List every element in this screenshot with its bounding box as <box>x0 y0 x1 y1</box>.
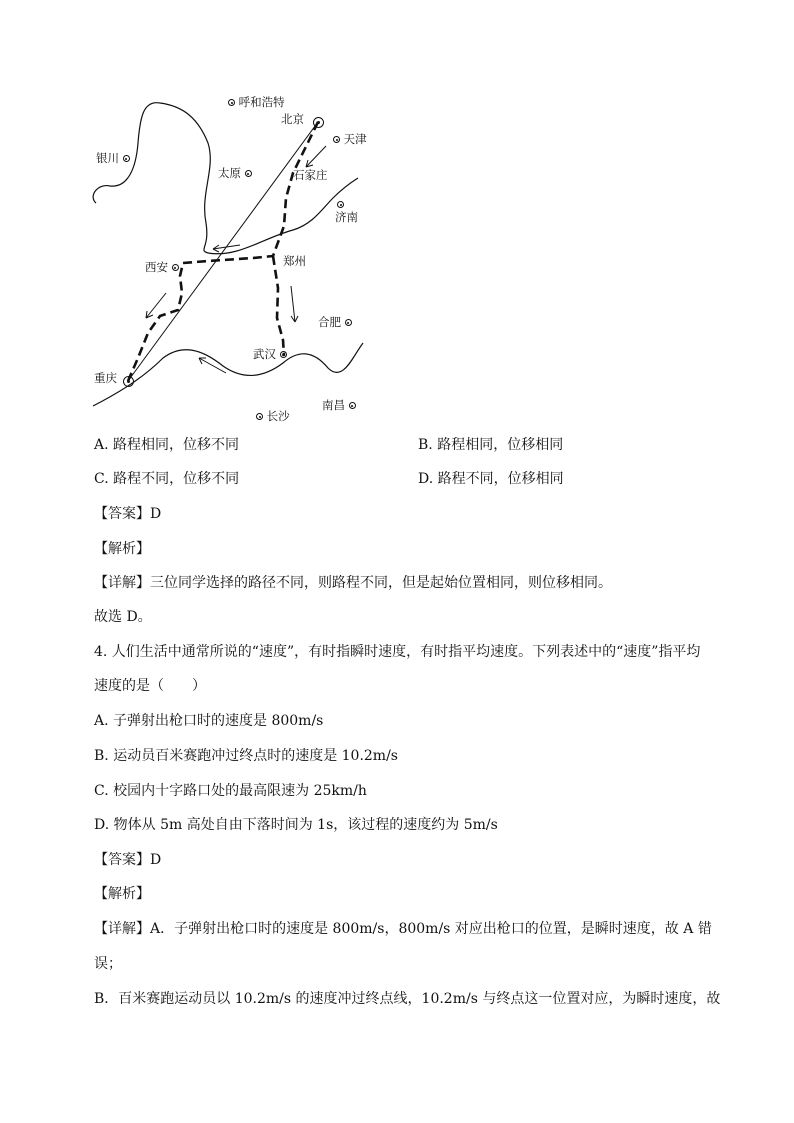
capital-marker-icon <box>123 376 134 387</box>
city-marker-icon <box>228 99 235 106</box>
city-zhengzhou: 郑州 <box>283 254 306 268</box>
q3-option-a: A. 路程相同，位移不同 <box>94 437 240 453</box>
city-taiyuan: 太原 <box>218 167 252 180</box>
q4-detail-a-line1: 【详解】A．子弹射出枪口时的速度是 800m/s，800m/s 对应出枪口的位置，是瞬时速度，故 A 错 <box>94 921 712 937</box>
city-marker-icon <box>280 351 287 358</box>
city-xian: 西安 <box>145 261 179 274</box>
city-changsha: 长沙 <box>256 410 290 423</box>
q4-option-d: D. 物体从 5m 高处自由下落时间为 1s，该过程的速度约为 5m/s <box>94 817 498 833</box>
city-hohhot: 呼和浩特 <box>228 96 285 109</box>
q4-stem-line2: 速度的是（ ） <box>94 678 206 694</box>
q4-stem-line1: 4. 人们生活中通常所说的“速度”，有时指瞬时速度，有时指平均速度。下列表述中的“速度”指平均 <box>94 644 701 660</box>
city-marker-icon <box>349 402 356 409</box>
boundary-curve <box>93 103 210 253</box>
route-map <box>88 88 388 423</box>
q3-analysis-label: 【解析】 <box>94 541 150 557</box>
city-marker-icon <box>345 319 352 326</box>
city-yinchuan: 银川 <box>96 152 130 165</box>
dashed-route-south <box>273 256 284 356</box>
q3-option-c: C. 路程不同，位移不同 <box>94 471 240 487</box>
q4-detail-b-line1: B．百米赛跑运动员以 10.2m/s 的速度冲过终点线，10.2m/s 与终点这一位置对应，为瞬时速度，故 <box>94 991 721 1007</box>
q4-option-b: B. 运动员百米赛跑冲过终点时的速度是 10.2m/s <box>94 748 398 764</box>
q3-option-d: D. 路程不同，位移相同 <box>418 471 564 487</box>
q3-answer: 【答案】D <box>94 506 162 522</box>
city-nanchang: 南昌 <box>322 399 356 412</box>
q4-answer: 【答案】D <box>94 852 162 868</box>
capital-marker-icon <box>313 117 324 128</box>
q3-detail: 【详解】三位同学选择的路径不同，则路程不同，但是起始位置相同，则位移相同。 <box>94 575 612 591</box>
arrow-1 <box>306 146 326 167</box>
q4-option-c: C. 校园内十字路口处的最高限速为 25km/h <box>94 783 367 799</box>
city-chongqing: 重庆 <box>94 371 117 385</box>
q3-conclusion: 故选 D。 <box>94 609 152 625</box>
city-hefei: 合肥 <box>318 316 352 329</box>
q4-analysis-label: 【解析】 <box>94 886 150 902</box>
city-jinan: 济南 <box>335 198 358 224</box>
city-marker-icon <box>256 413 263 420</box>
city-marker-icon <box>337 201 344 208</box>
city-marker-icon <box>333 136 340 143</box>
city-marker-icon <box>123 155 130 162</box>
q4-detail-a-line2: 误； <box>94 956 122 972</box>
city-tianjin: 天津 <box>333 133 367 146</box>
yangtze-river-curve <box>93 343 363 406</box>
city-shijiazhuang: 石家庄 <box>293 168 328 182</box>
straight-route-line <box>128 122 318 381</box>
city-wuhan: 武汉 <box>253 348 287 361</box>
city-beijing: 北京 <box>281 112 304 126</box>
q4-option-a: A. 子弹射出枪口时的速度是 800m/s <box>94 713 324 729</box>
city-marker-icon <box>172 264 179 271</box>
q3-option-b: B. 路程相同，位移相同 <box>418 437 564 453</box>
city-marker-icon <box>245 170 252 177</box>
arrow-2 <box>213 245 240 249</box>
